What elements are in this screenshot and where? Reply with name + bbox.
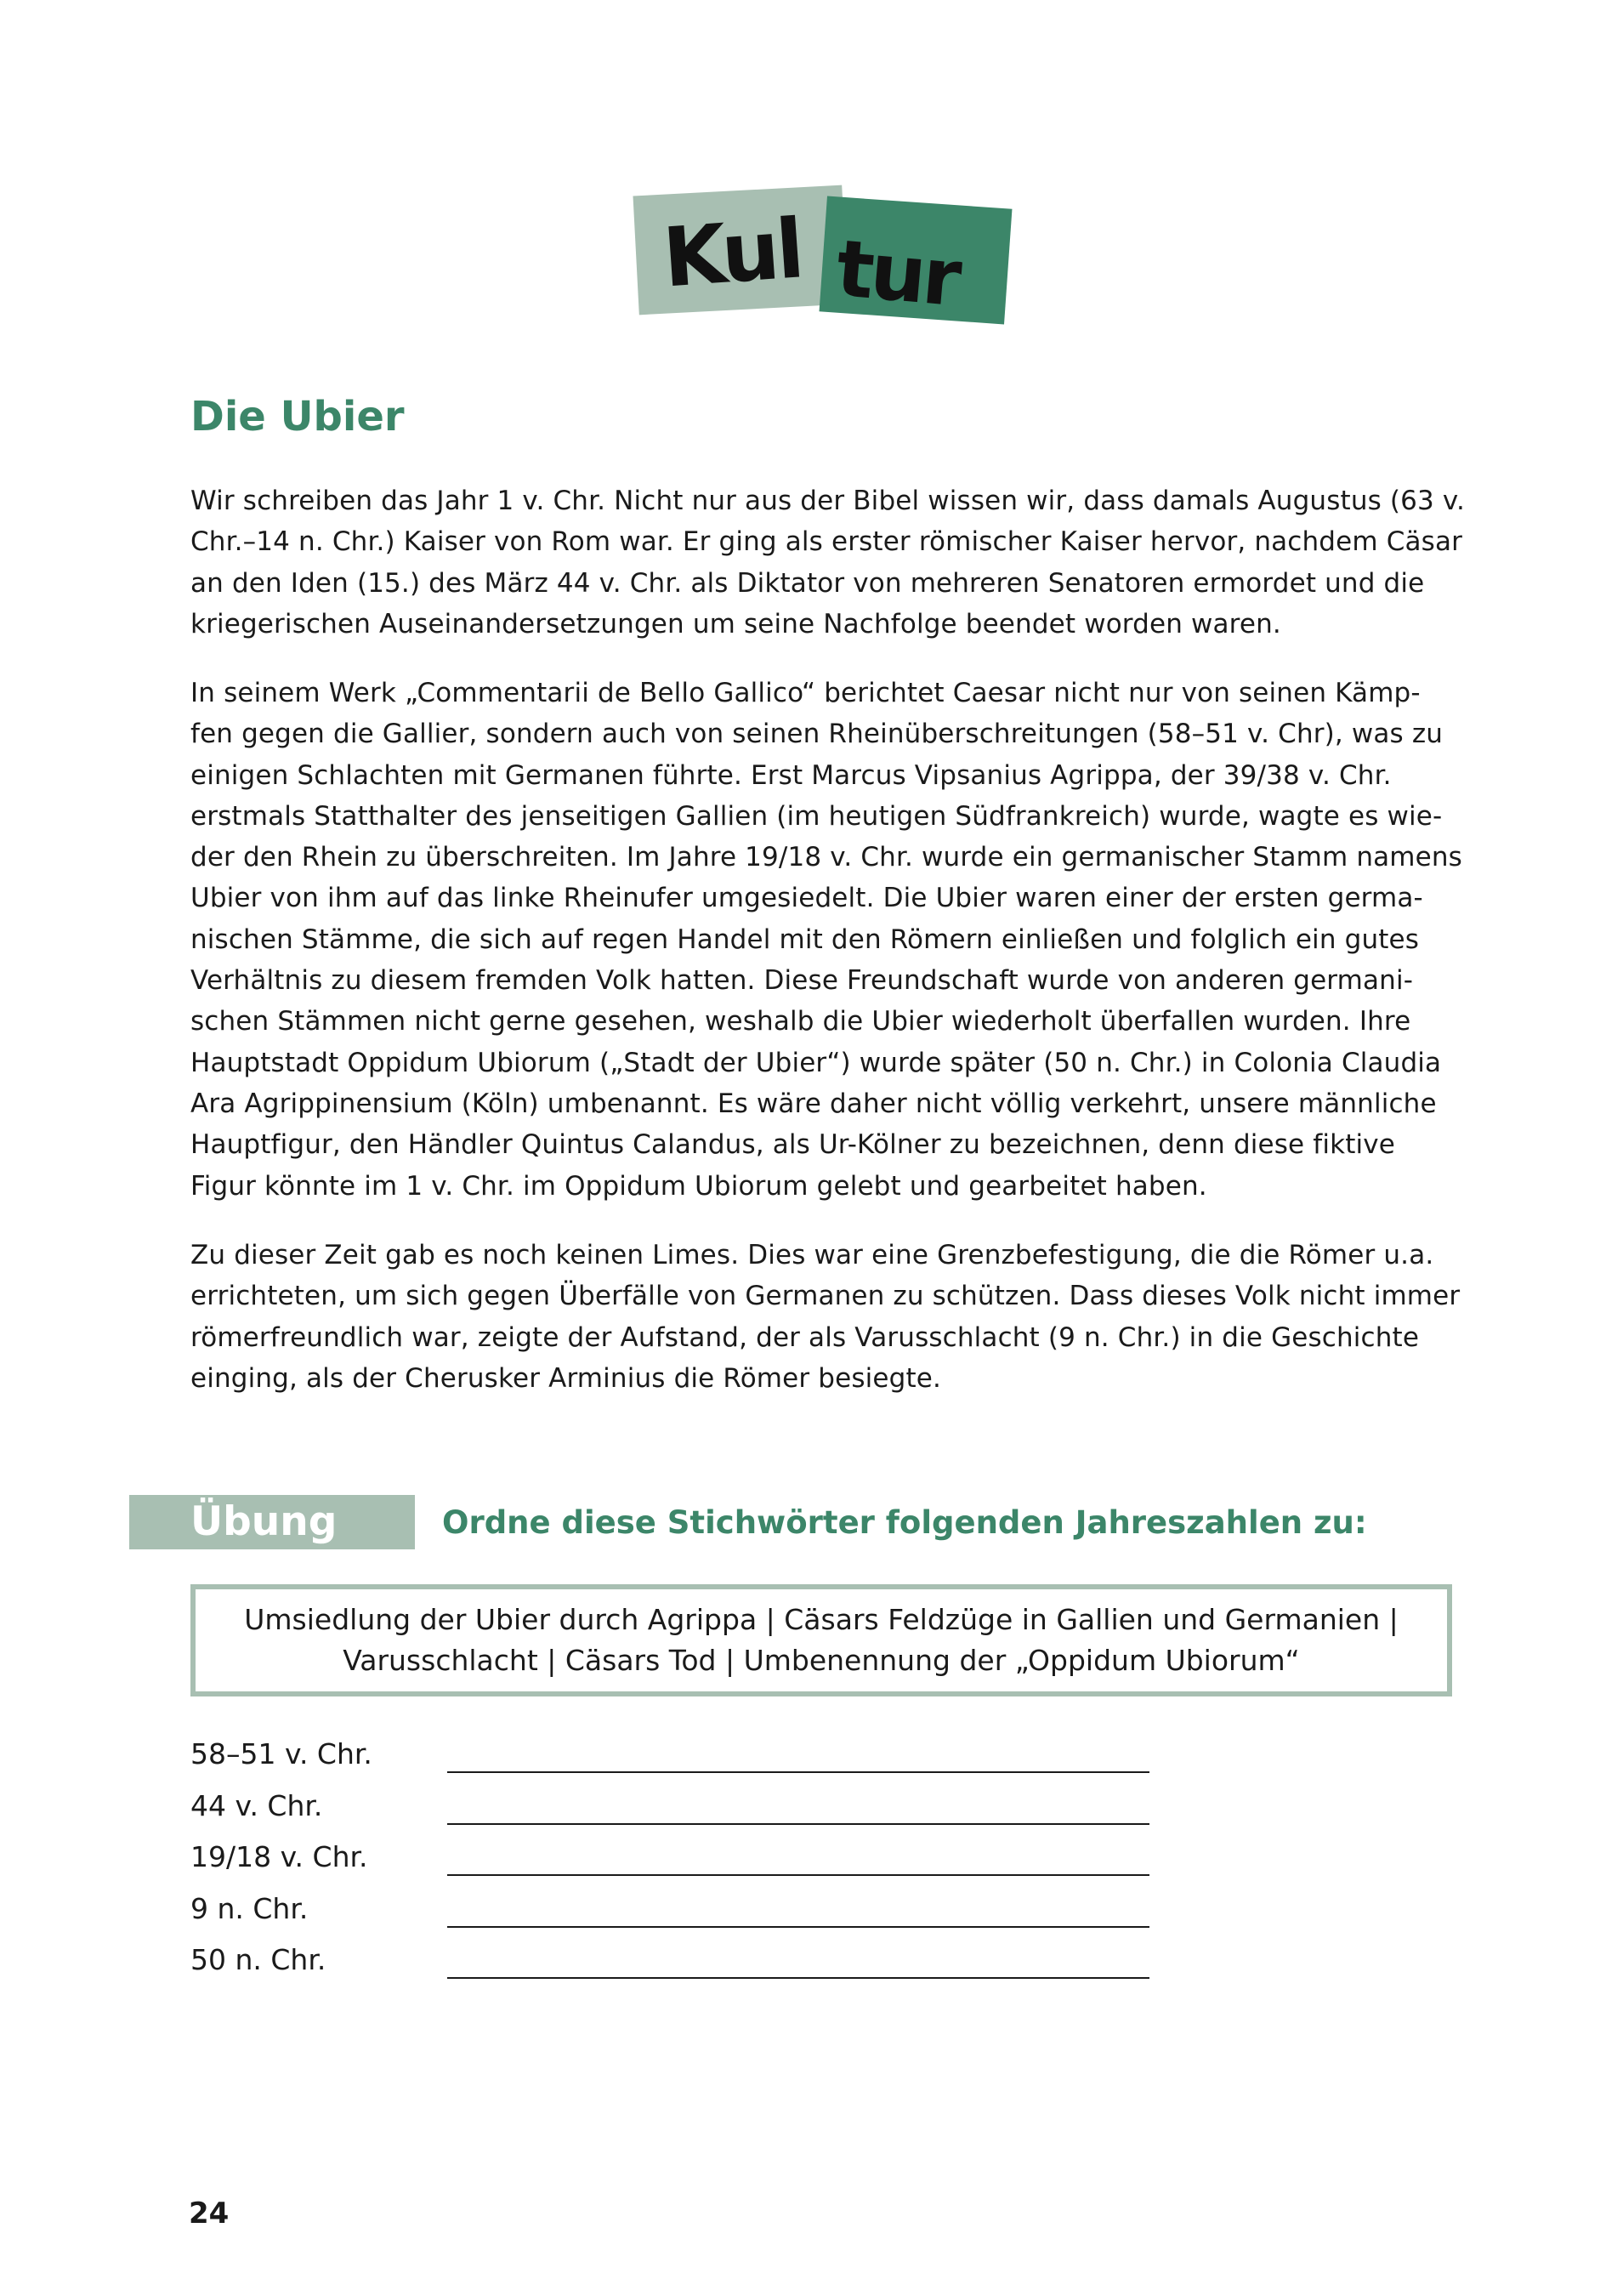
paragraph-commentarii — [190, 673, 1466, 1207]
answer-row — [190, 1784, 1151, 1836]
keyword-line: Varusschlacht | Cäsars Tod | Umbenennung der „Oppidum Ubiorum“ — [343, 1644, 1300, 1677]
answer-date: 50 n. Chr. — [190, 1943, 326, 1976]
text-line: Hauptfigur, den Händler Quintus Calandus, als Ur-Kölner zu bezeichnen, denn diese fiktive — [190, 1129, 1395, 1161]
answer-blank-line[interactable] — [447, 1771, 1149, 1773]
text-line: In seinem Werk „Commentarii de Bello Gallico“ berichtet Caesar nicht nur von seinen Kämp- — [190, 678, 1421, 708]
text-line: schen Stämmen nicht gerne gesehen, weshalb die Ubier wiederholt überfallen wurden. Ihre — [190, 1006, 1411, 1037]
answer-blank-line[interactable] — [447, 1977, 1149, 1979]
text-line: einigen Schlachten mit Germanen führte. Erst Marcus Vipsanius Agrippa, der 39/38 v. Chr. — [190, 759, 1392, 791]
text-line: Figur könnte im 1 v. Chr. im Oppidum Ubiorum gelebt und gearbeitet haben. — [190, 1170, 1207, 1202]
paragraph-intro — [190, 480, 1466, 645]
text-line: kriegerischen Auseinandersetzungen um seine Nachfolge beendet worden waren. — [190, 608, 1281, 639]
answer-blank-line[interactable] — [447, 1874, 1149, 1876]
text-line: fen gegen die Gallier, sondern auch von seinen Rheinüberschreitungen (58–51 v. Chr), was zu — [190, 719, 1444, 750]
text-line: römerfreundlich war, zeigte der Aufstand, der als Varusschlacht (9 n. Chr.) in die Geschichte — [190, 1321, 1420, 1353]
logo-text-right: tur — [832, 222, 962, 325]
text-line: Chr.–14 n. Chr.) Kaiser von Rom war. Er ging als erster römischer Kaiser hervor, nachdem Cäsar — [190, 526, 1462, 558]
text-line: Ara Agrippinensium (Köln) umbenannt. Es wäre daher nicht völlig verkehrt, unsere männliche — [190, 1088, 1437, 1119]
text-line: errichteten, um sich gegen Überfälle von Germanen zu schützen. Dass dieses Volk nicht immer — [190, 1281, 1461, 1312]
text-line: Hauptstadt Oppidum Ubiorum („Stadt der Ubier“) wurde später (50 n. Chr.) in Colonia Claudia — [190, 1047, 1442, 1078]
answer-date: 19/18 v. Chr. — [190, 1840, 368, 1873]
answer-row — [190, 1732, 1151, 1784]
answer-date: 58–51 v. Chr. — [190, 1737, 372, 1770]
text-line: Zu dieser Zeit gab es noch keinen Limes. Dies war eine Grenzbefestigung, die die Römer u.a. — [190, 1240, 1434, 1270]
logo-text-left: Kul — [660, 201, 804, 306]
text-line: Wir schreiben das Jahr 1 v. Chr. Nicht nur aus der Bibel wissen wir, dass damals Augustus (63 v. — [190, 486, 1466, 516]
answer-blank-line[interactable] — [447, 1926, 1149, 1928]
text-line: Ubier von ihm auf das linke Rheinufer umgesiedelt. Die Ubier waren einer der ersten germa- — [190, 883, 1423, 914]
answer-row — [190, 1835, 1151, 1887]
keyword-box — [190, 1584, 1452, 1696]
text-line: der den Rhein zu überschreiten. Im Jahre 19/18 v. Chr. wurde ein germanischer Stamm namens — [190, 842, 1462, 873]
paragraph-limes — [190, 1235, 1466, 1399]
exercise-label: Übung 12: — [129, 1495, 415, 1549]
page-title: Die Ubier — [190, 393, 405, 440]
keyword-line: Umsiedlung der Ubier durch Agrippa | Cäsars Feldzüge in Gallien und Germanien | — [244, 1603, 1399, 1636]
text-line: Verhältnis zu diesem fremden Volk hatten. Diese Freundschaft wurde von anderen germani- — [190, 965, 1414, 997]
page-number: 24 — [189, 2197, 230, 2231]
text-line: einging, als der Cherusker Arminius die Römer besiegte. — [190, 1362, 941, 1394]
text-line: erstmals Statthalter des jenseitigen Gallien (im heutigen Südfrankreich) wurde, wagte es wie- — [190, 800, 1443, 832]
text-line: an den Iden (15.) des März 44 v. Chr. als Diktator von mehreren Senatoren ermordet und die — [190, 567, 1425, 599]
answer-row — [190, 1887, 1151, 1939]
answer-date: 44 v. Chr. — [190, 1788, 323, 1822]
text-line: nischen Stämme, die sich auf regen Handel mit den Römern einließen und folglich ein gutes — [190, 924, 1420, 955]
answer-blank-line[interactable] — [447, 1823, 1149, 1825]
answer-date: 9 n. Chr. — [190, 1891, 309, 1925]
answer-row — [190, 1938, 1151, 1990]
exercise-instruction: Ordne diese Stichwörter folgenden Jahreszahlen zu: — [442, 1504, 1367, 1541]
answer-list — [190, 1732, 1151, 1990]
kultur-logo — [636, 168, 1015, 330]
